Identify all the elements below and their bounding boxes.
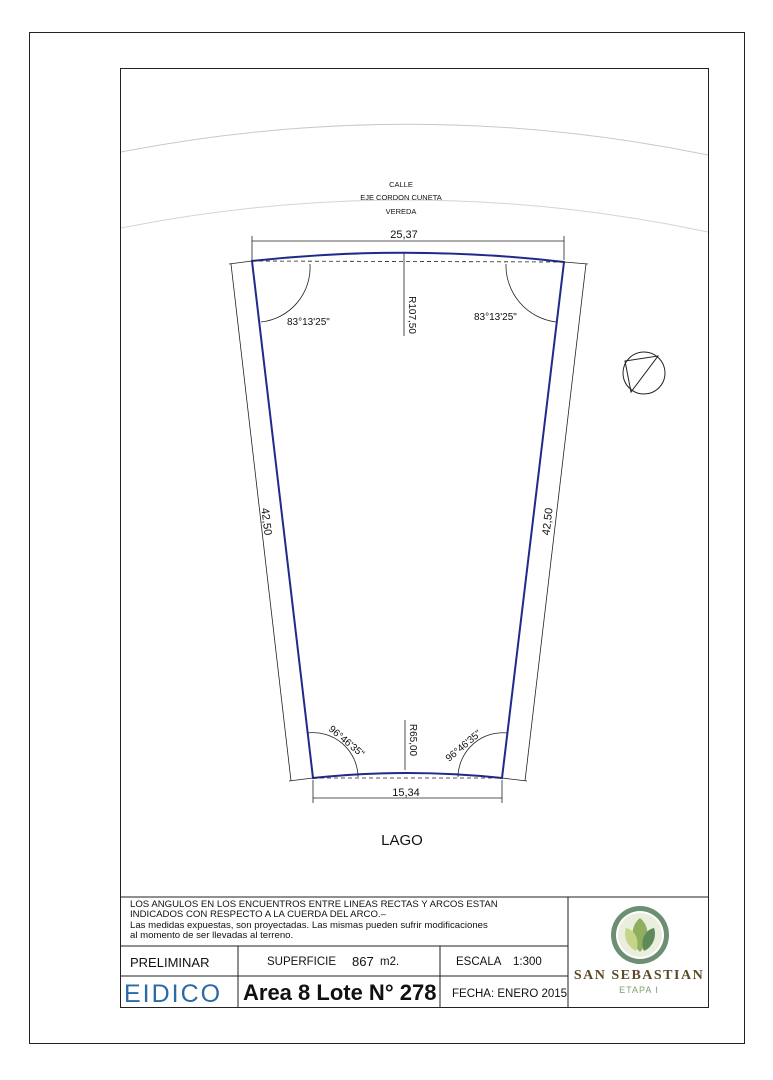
right-side-dimension-line bbox=[525, 264, 586, 781]
curb-axis-label: EJE CORDON CUNETA bbox=[360, 193, 442, 202]
angle-bottom-right-label: 96°46'35" bbox=[443, 728, 484, 765]
note-line-4: al momento de ser llevadas al terreno. bbox=[130, 930, 294, 942]
surface-value: 867 bbox=[352, 954, 374, 969]
top-radius-label: R107,50 bbox=[406, 296, 417, 334]
brand-subtitle: ETAPA I bbox=[619, 985, 659, 995]
surface-unit: m2. bbox=[380, 956, 400, 968]
bottom-length-label: 15,34 bbox=[392, 787, 420, 799]
area-lot-title: Area 8 Lote N° 278 bbox=[243, 980, 437, 1005]
left-dimension-tick-top bbox=[229, 261, 252, 264]
north-arrow-icon bbox=[623, 352, 665, 394]
sidewalk-label: VEREDA bbox=[385, 207, 417, 216]
status-label: PRELIMINAR bbox=[130, 955, 210, 970]
right-dimension-tick-top bbox=[564, 262, 588, 264]
top-chord bbox=[252, 261, 564, 262]
street-label: CALLE bbox=[389, 180, 413, 189]
scale-value: 1:300 bbox=[513, 956, 542, 968]
lake-label: LAGO bbox=[381, 832, 423, 849]
right-dimension-tick-bottom bbox=[502, 778, 527, 781]
top-length-label: 25,37 bbox=[390, 229, 418, 241]
bottom-radius-label: R65,00 bbox=[407, 723, 418, 757]
date-label: FECHA: ENERO 2015 bbox=[452, 988, 568, 1000]
left-side-label: 42,50 bbox=[258, 507, 274, 537]
drawing-notes bbox=[130, 900, 560, 942]
angle-top-left-label: 83°13'25" bbox=[287, 317, 330, 328]
street-curve-outer bbox=[121, 124, 708, 155]
san-sebastian-logo-icon bbox=[611, 906, 669, 964]
company-logo-text: EIDICO bbox=[124, 980, 223, 1008]
note-line-2: INDICADOS CON RESPECTO A LA CUERDA DEL ARCO.– bbox=[130, 909, 386, 921]
left-dimension-tick-bottom bbox=[289, 778, 313, 781]
right-side-label: 42,50 bbox=[540, 507, 556, 537]
surface-label: SUPERFICIE bbox=[267, 956, 337, 968]
note-line-1: LOS ANGULOS EN LOS ENCUENTROS ENTRE LINEAS RECTAS Y ARCOS ESTAN bbox=[130, 899, 498, 910]
angle-bottom-left-label: 96°46'35" bbox=[326, 723, 366, 760]
angle-top-right-label: 83°13'25" bbox=[474, 312, 517, 323]
note-line-3: Las medidas expuestas, son proyectadas. Las mismas pueden sufrir modificaciones bbox=[130, 919, 488, 931]
brand-name: SAN SEBASTIAN bbox=[573, 968, 705, 983]
scale-label: ESCALA bbox=[456, 956, 502, 968]
angle-arc-top-left bbox=[261, 264, 310, 322]
